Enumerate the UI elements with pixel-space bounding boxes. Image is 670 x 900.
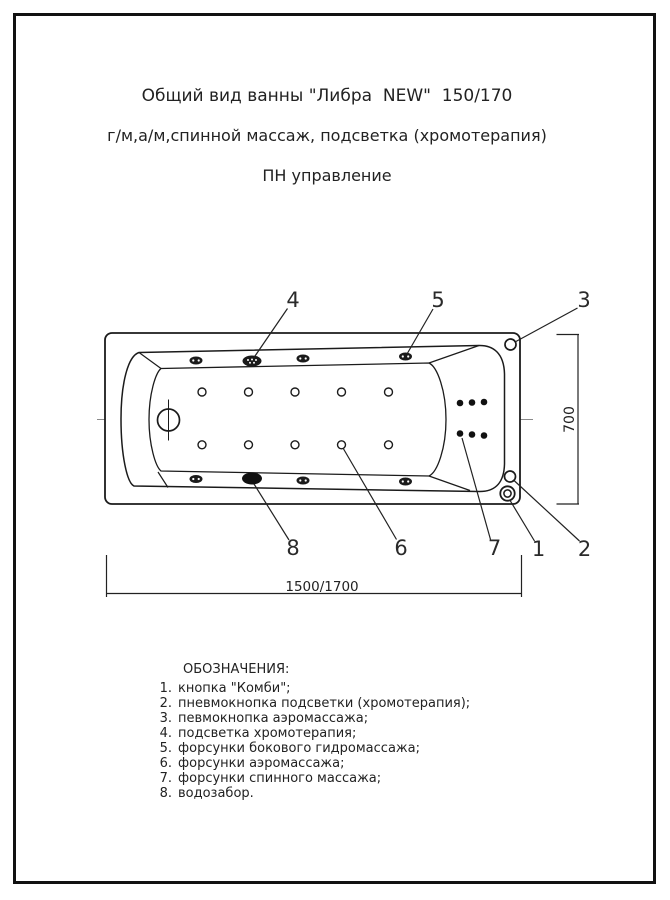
legend-item-5 [157, 741, 470, 756]
legend-item-text: кнопка "Комби"; [178, 681, 291, 696]
legend-item-text: пневмокнопка подсветки (хромотерапия); [178, 696, 471, 711]
aeromassage-button [505, 339, 516, 350]
chromotherapy-light [243, 356, 262, 367]
legend-item-number: 4. [159, 726, 172, 741]
callout-8: 8 [286, 536, 300, 560]
legend-item-number: 8. [159, 786, 172, 801]
callout-2: 2 [577, 537, 592, 561]
kombi-button [500, 486, 514, 500]
legend-item-number: 3. [159, 711, 172, 726]
legend-block [157, 662, 470, 801]
legend-item-6 [157, 756, 470, 771]
legend-item-text: подсветка хромотерапия; [178, 726, 357, 741]
callout-1: 1 [531, 537, 546, 561]
legend-item-text: водозабор. [178, 786, 254, 801]
legend-item-text: форсунки аэромассажа; [178, 756, 345, 771]
legend-item-2 [157, 696, 470, 711]
drawing-subtitle-features: г/м,а/м,спинной массаж, подсветка (хромотерапия) [107, 126, 547, 145]
legend-item-7 [157, 771, 470, 786]
length-dimension-label: 1500/1700 [285, 579, 359, 595]
legend-item-text: певмокнопка аэромассажа; [178, 711, 369, 726]
legend-item-number: 7. [159, 771, 172, 786]
legend-item-number: 5. [159, 741, 172, 756]
legend-item-8 [157, 786, 470, 801]
callout-5: 5 [431, 288, 445, 312]
drawing-subtitle-control: ПН управление [262, 166, 392, 185]
drawing-title: Общий вид ванны "Либра NEW" 150/170 [141, 86, 513, 106]
width-dimension-label: 700 [562, 406, 578, 433]
legend-item-number: 2. [159, 696, 172, 711]
legend-item-3 [157, 711, 470, 726]
legend-item-text: форсунки бокового гидромассажа; [178, 741, 420, 756]
callout-6: 6 [394, 536, 408, 560]
legend-item-number: 6. [159, 756, 172, 771]
legend-item-text: форсунки спинного массажа; [178, 771, 382, 786]
callout-4: 4 [286, 288, 300, 312]
length-dimension [107, 555, 522, 597]
callout-7: 7 [487, 536, 502, 560]
legend-heading: ОБОЗНАЧЕНИЯ: [183, 662, 290, 677]
legend-item-4 [157, 726, 470, 741]
legend-item-number: 1. [159, 681, 172, 696]
legend-item-1 [157, 681, 470, 696]
water-intake [242, 473, 262, 485]
width-dimension [557, 335, 580, 505]
callout-3: 3 [577, 288, 591, 312]
